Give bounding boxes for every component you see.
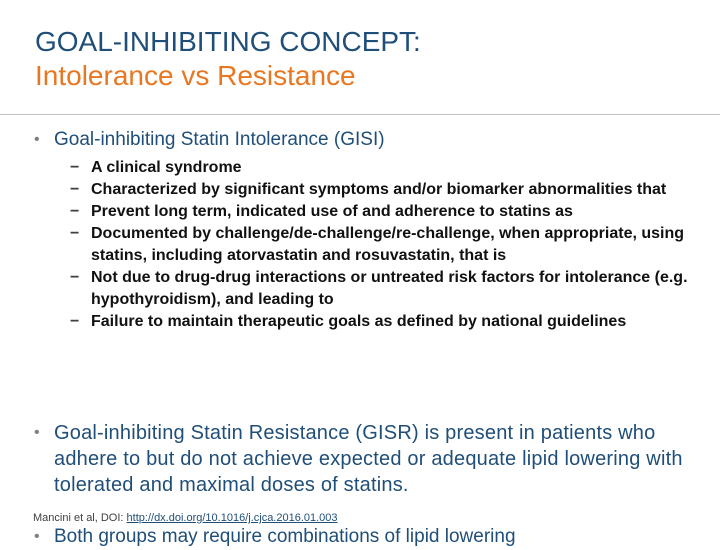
bullet-text: Both groups may require combinations of lipid lowering (54, 526, 516, 547)
doi-link[interactable]: http://dx.doi.org/10.1016/j.cjca.2016.01.003 (126, 512, 338, 524)
dash-icon: − (70, 225, 80, 242)
sub-item: − Failure to maintain therapeutic goals as defined by national guidelines (70, 311, 690, 333)
title-divider (0, 114, 720, 115)
citation (33, 512, 338, 524)
dash-icon: − (70, 181, 80, 198)
bullet-dot-icon: • (34, 424, 40, 441)
sub-item: − Prevent long term, indicated use of and adherence to statins as (70, 201, 690, 223)
slide-title-line2: Intolerance vs Resistance (35, 60, 356, 91)
citation-prefix: Mancini et al, DOI: (33, 512, 127, 524)
dash-icon: − (70, 313, 80, 330)
dash-icon: − (70, 269, 80, 286)
bullet-gisr (34, 420, 704, 498)
bullet-dot-icon: • (34, 528, 40, 545)
sub-item: − Documented by challenge/de-challenge/re-challenge, when appropriate, using statins, including atorvastatin and rosuvastatin, that is (70, 225, 685, 264)
bullet-text: Goal-inhibiting Statin Resistance (GISR) is present in patients who adhere to but do not achieve expected or adequate lipid lowering with tolerated and maximal doses of statins. (54, 422, 683, 496)
dash-icon: − (70, 159, 80, 176)
dash-icon: − (70, 203, 80, 220)
bullet-text: Goal-inhibiting Statin Intolerance (GISI) (54, 129, 385, 150)
bullet-dot-icon: • (34, 131, 40, 148)
sub-item: − Not due to drug-drug interactions or untreated risk factors for intolerance (e.g. hypothyroidism), and leading to (70, 269, 688, 308)
slide-title-line1: GOAL-INHIBITING CONCEPT: (35, 26, 421, 57)
sub-item: − A clinical syndrome (70, 157, 690, 179)
gisi-sub-list (70, 157, 690, 333)
bullet-both-groups (34, 524, 704, 550)
bullet-gisi (34, 127, 704, 153)
sub-item: − Characterized by significant symptoms and/or biomarker abnormalities that (70, 179, 690, 201)
